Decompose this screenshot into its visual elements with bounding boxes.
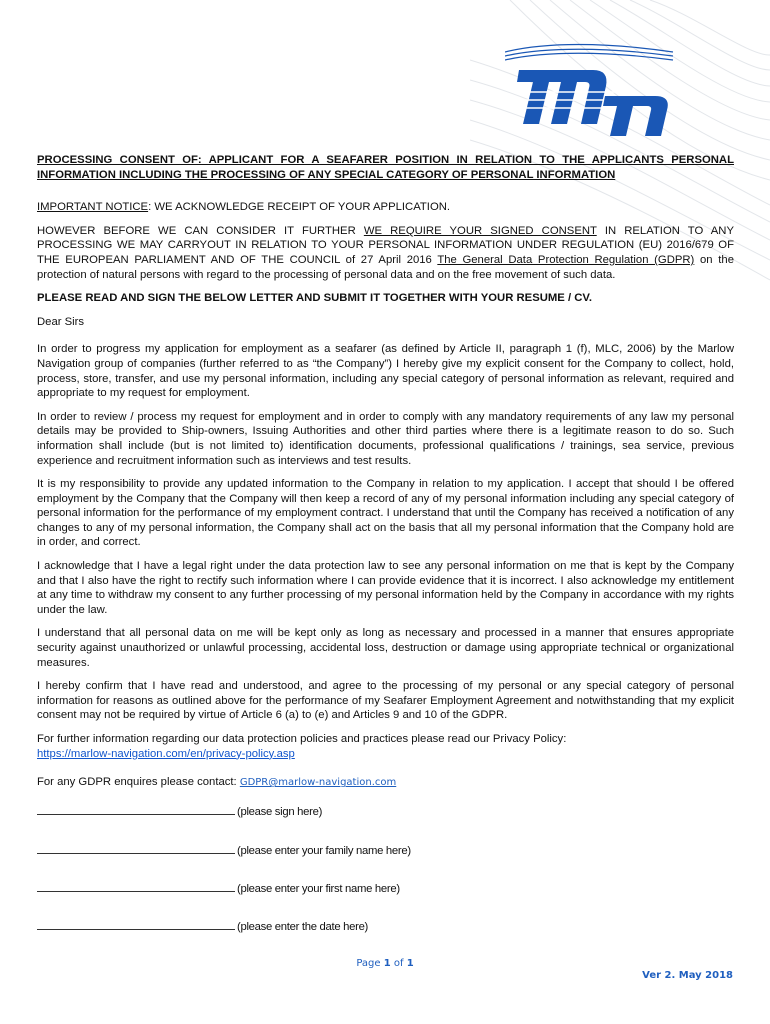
first-name-field[interactable]	[37, 880, 400, 895]
company-logo	[505, 42, 675, 138]
gdpr-contact-paragraph	[37, 775, 734, 791]
letter-body	[37, 153, 734, 800]
version-label: Ver 2. May 2018	[642, 970, 733, 981]
notice-label: IMPORTANT NOTICE	[37, 201, 149, 214]
however-text-2: IN RELATION TO ANY PROCESSING WE MAY CARRYOUT IN RELATION TO YOUR PERSONAL INFORMATION UNDER REGULATION (EU) 2016/679 OF THE EUROPEAN PARLIAMENT AND OF THE COUNCIL of 27 April 2016	[37, 224, 734, 266]
date-label: (please enter the date here)	[237, 921, 369, 933]
privacy-policy-link[interactable]: https://marlow-navigation.com/en/privacy-policy.asp	[37, 747, 295, 760]
consent-paragraph-3: It is my responsibility to provide any updated information to the Company in relation to my application. I accept that should I be offered employment by the Company that the Company will then keep a record of any of my personal information including any special category of personal information for the performance of my employment contract. I understand that until the Company has received a notification of any changes to any of my personal information, the Company shall act on the basis that all my personal information that the Company hold are in order, and correct.	[37, 478, 734, 549]
gdpr-reference: The General Data Protection Regulation (GDPR)	[437, 253, 695, 266]
consent-paragraph-4: I acknowledge that I have a legal right under the data protection law to see any personal information on me that is kept by the Company and that I also have the right to rectify such information where I can provide evidence that it is incorrect. I also acknowledge my entitlement at any time to withdraw my consent to any further processing of my personal information held by the Company in accordance with my rights under the law.	[37, 560, 734, 616]
family-name-label: (please enter your family name here)	[237, 845, 411, 857]
signature-label: (please sign here)	[237, 806, 323, 818]
salutation: Dear Sirs	[37, 315, 85, 328]
document-heading: PROCESSING CONSENT OF: APPLICANT FOR A SEAFARER POSITION IN RELATION TO THE APPLICANTS PERSONAL INFORMATION INCLUDING THE PROCESSING OF ANY SPECIAL CATEGORY OF PERSONAL INFORMATION	[37, 154, 734, 181]
important-notice	[37, 200, 734, 215]
gdpr-email-link[interactable]: GDPR@marlow-navigation.com	[239, 777, 397, 789]
however-text-3: on the protection of natural persons with regard to the processing of personal data and on the free movement of such data.	[37, 253, 734, 281]
privacy-policy-text: For further information regarding our data protection policies and practices please read our Privacy Policy:	[37, 733, 567, 745]
consent-paragraph-6: I hereby confirm that I have read and understood, and agree to the processing of my personal or any special category of personal information for reasons as outlined above for the performance of my Seafarer Employment Agreement and notwithstanding that my explicit consent may not be required by virtue of Article 6 (a) to (e) and Articles 9 and 10 of the GDPR.	[37, 680, 734, 722]
gdpr-contact-text: For any GDPR enquires please contact:	[37, 776, 240, 789]
signature-field[interactable]	[37, 803, 322, 818]
date-line[interactable]	[37, 918, 235, 930]
consent-paragraph-1: In order to progress my application for employment as a seafarer (as defined by Article II, paragraph 1 (f), MLC, 2006) by the Marlow Navigation group of companies (further referred to as “the Company”) I hereby give my explicit consent for the Company to collect, hold, process, store, transfer, and use my personal information, including any special category of personal information as relevant, required and appropriate to my request for employment.	[37, 343, 734, 400]
signature-line[interactable]	[37, 803, 235, 815]
consent-paragraph-5: I understand that all personal data on me will be kept only as long as necessary and processed in a manner that ensures appropriate security against unauthorized or unlawful processing, accidental loss, destruction or damage using appropriate technical or organizational measures.	[37, 627, 734, 669]
consent-paragraph-2: In order to review / process my request for employment and in order to comply with any mandatory requirements of any law my personal details may be provided to Ship-owners, Issuing Authorities and other third parties where there is a legitimate reason to do so. Such information shall include (but is not limited to) identification documents, professional qualifications / trainings, sea service, previous experience and recruitment information such as interviews and test results.	[37, 410, 734, 467]
first-name-label: (please enter your first name here)	[237, 883, 400, 895]
consent-requirement	[37, 224, 734, 282]
however-text-1: HOWEVER BEFORE WE CAN CONSIDER IT FURTHER	[37, 224, 364, 237]
date-field[interactable]	[37, 918, 368, 933]
first-name-line[interactable]	[37, 880, 235, 892]
notice-text: : WE ACKNOWLEDGE RECEIPT OF YOUR APPLICATION.	[148, 201, 451, 214]
family-name-line[interactable]	[37, 842, 235, 854]
page-number: Page 1 of 1	[356, 958, 414, 969]
family-name-field[interactable]	[37, 842, 411, 857]
privacy-policy-paragraph	[37, 732, 734, 761]
signed-consent-emphasis: WE REQUIRE YOUR SIGNED CONSENT	[363, 224, 597, 237]
instruction-text: PLEASE READ AND SIGN THE BELOW LETTER AND SUBMIT IT TOGETHER WITH YOUR RESUME / CV.	[37, 292, 593, 305]
